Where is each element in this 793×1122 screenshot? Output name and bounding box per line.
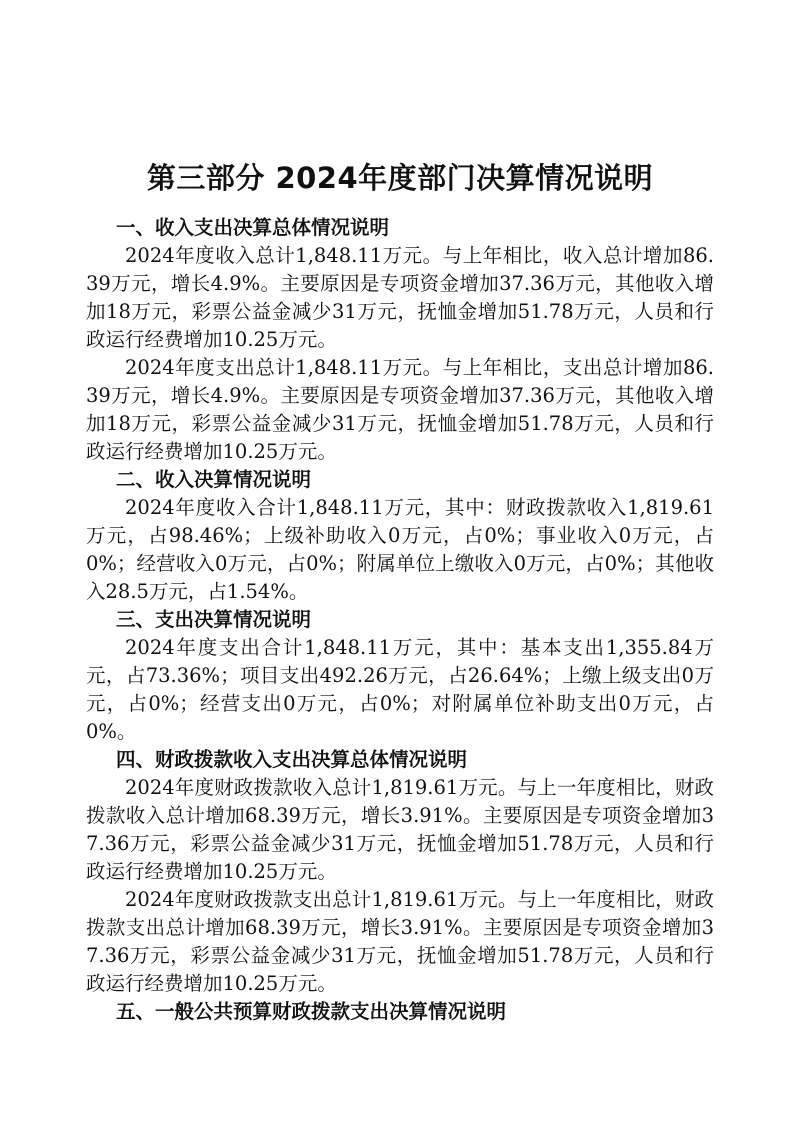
section-3-paragraph-1: 2024年度支出合计1,848.11万元，其中：基本支出1,355.84万元，占73.36%；项目支出492.26万元，占26.64%；上缴上级支出0万元，占0%；经营支出0万元，占0%；对附属单位补助支出0万元，占0%。 [86,636,714,743]
section-1-paragraph-1: 2024年度收入总计1,848.11万元。与上年相比，收入总计增加86.39万元，增长4.9%。主要原因是专项资金增加37.36万元，其他收入增加18万元，彩票公益金减少31万元，抚恤金增加51.78万元，人员和行政运行经费增加10.25万元。 [86,244,714,351]
section-heading-3: 三、支出决算情况说明 [116,608,312,631]
section-heading-1: 一、收入支出决算总体情况说明 [116,216,390,239]
section-1-paragraph-2: 2024年度支出总计1,848.11万元。与上年相比，支出总计增加86.39万元，增长4.9%。主要原因是专项资金增加37.36万元，其他收入增加18万元，彩票公益金减少31万元，抚恤金增加51.78万元，人员和行政运行经费增加10.25万元。 [86,356,714,463]
document-page [86,158,714,1026]
section-2-paragraph-1: 2024年度收入合计1,848.11万元，其中：财政拨款收入1,819.61万元，占98.46%；上级补助收入0万元，占0%；事业收入0万元，占0%；经营收入0万元，占0%；附属单位上缴收入0万元，占0%；其他收入28.5万元，占1.54%。 [86,496,714,603]
section-heading-4: 四、财政拨款收入支出决算总体情况说明 [116,748,468,771]
section-heading-2: 二、收入决算情况说明 [116,468,312,491]
section-4-paragraph-2: 2024年度财政拨款支出总计1,819.61万元。与上一年度相比，财政拨款支出总计增加68.39万元，增长3.91%。主要原因是专项资金增加37.36万元，彩票公益金减少31万元，抚恤金增加51.78万元，人员和行政运行经费增加10.25万元。 [86,888,714,995]
section-4-paragraph-1: 2024年度财政拨款收入总计1,819.61万元。与上一年度相比，财政拨款收入总计增加68.39万元，增长3.91%。主要原因是专项资金增加37.36万元，彩票公益金减少31万元，抚恤金增加51.78万元，人员和行政运行经费增加10.25万元。 [86,776,714,883]
document-title: 第三部分 2024年度部门决算情况说明 [146,161,654,195]
section-heading-5: 五、一般公共预算财政拨款支出决算情况说明 [116,1000,507,1023]
